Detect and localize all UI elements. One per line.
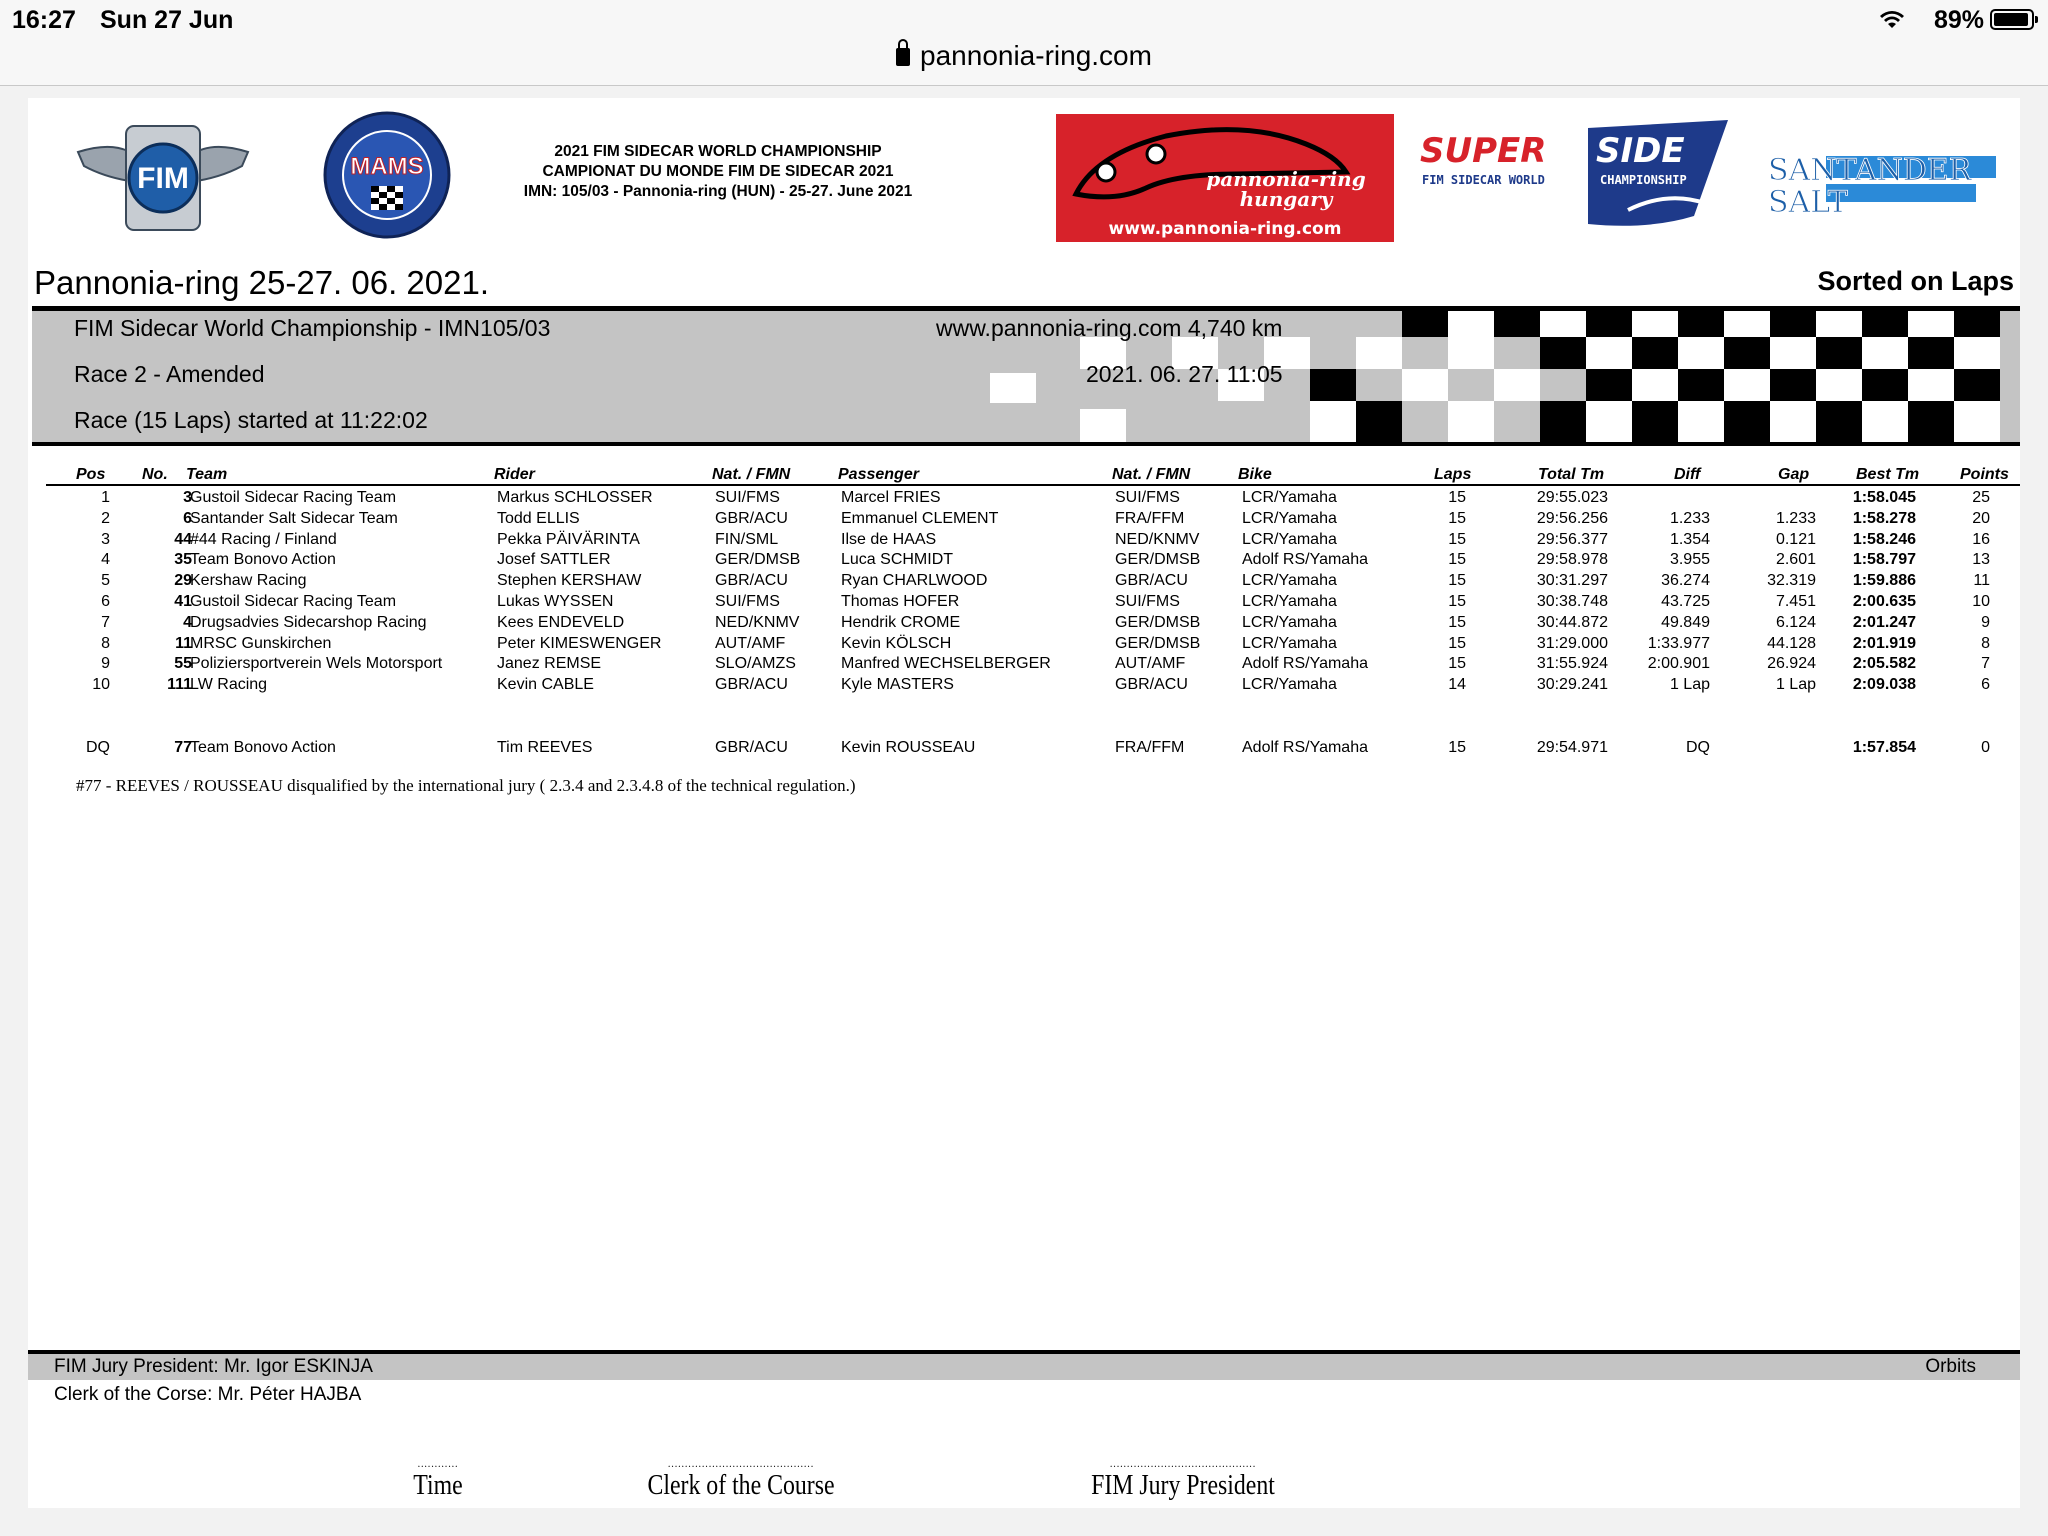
col-no: No.	[142, 466, 168, 483]
table-row-dq	[46, 739, 2020, 760]
cell-diff: 49.849	[1661, 613, 1710, 631]
cell-bike: Adolf RS/Yamaha	[1242, 551, 1368, 569]
cell-nat1: FIN/SML	[715, 530, 779, 548]
signature-jury-label: FIM Jury President	[1091, 1470, 1275, 1501]
cell-team: Gustoil Sidecar Racing Team	[190, 489, 397, 506]
cell-passenger: Emmanuel CLEMENT	[841, 509, 999, 527]
col-passenger: Passenger	[838, 466, 919, 483]
cell-nat1: SUI/FMS	[715, 593, 780, 610]
cell-team: Team Bonovo Action	[190, 739, 336, 756]
cell-total: 30:44.872	[1536, 613, 1608, 631]
cell-no: 41	[174, 593, 192, 610]
browser-status-bar	[0, 0, 2048, 86]
race-datetime: 2021. 06. 27. 11:05	[1086, 361, 1283, 387]
clerk-of-course: Clerk of the Corse: Mr. Péter HAJBA	[54, 1384, 362, 1405]
superside-sub2: CHAMPIONSHIP	[1600, 173, 1687, 187]
cell-nat2: GBR/ACU	[1115, 676, 1188, 694]
sort-label: Sorted on Laps	[1817, 266, 2014, 296]
cell-best: 1:57.854	[1852, 739, 1916, 756]
cell-rider: Kevin CABLE	[497, 676, 594, 694]
cell-passenger: Hendrik CROME	[841, 613, 961, 631]
cell-nat2: GER/DMSB	[1115, 634, 1201, 652]
col-best: Best Tm	[1856, 466, 1920, 483]
table-row	[46, 489, 2020, 510]
cell-points: 8	[1981, 634, 1990, 652]
table-row	[46, 531, 2020, 552]
cell-best: 1:59.886	[1852, 572, 1916, 590]
cell-best: 1:58.278	[1852, 509, 1916, 527]
pannonia-ring-logo	[1056, 114, 1394, 242]
cell-nat2: FRA/FFM	[1115, 739, 1185, 756]
championship-header	[508, 142, 928, 202]
cell-best: 2:01.919	[1852, 634, 1916, 652]
cell-gap: 26.924	[1767, 655, 1816, 673]
header-line-3: IMN: 105/03 - Pannonia-ring (HUN) - 25-27. June 2021	[523, 183, 913, 200]
cell-nat1: NED/KNMV	[715, 613, 800, 631]
header-divider	[46, 484, 2020, 486]
cell-nat1: AUT/AMF	[715, 634, 786, 652]
wifi-icon	[1878, 9, 1906, 29]
santander-salt-logo	[1766, 146, 1996, 220]
cell-passenger: Manfred WECHSELBERGER	[841, 655, 1051, 673]
cell-pos: 6	[101, 593, 110, 610]
cell-rider: Lukas WYSSEN	[497, 593, 614, 610]
signature-time	[387, 1456, 489, 1502]
cell-points: 16	[1972, 530, 1990, 548]
cell-laps: 15	[1448, 530, 1466, 548]
cell-passenger: Ilse de HAAS	[841, 530, 937, 548]
cell-no: 44	[174, 530, 192, 548]
col-bike: Bike	[1238, 466, 1272, 483]
cell-pos: 2	[101, 509, 110, 527]
cell-bike: LCR/Yamaha	[1242, 530, 1337, 548]
signature-time-label: Time	[413, 1470, 463, 1501]
cell-total: 29:54.971	[1536, 739, 1608, 756]
pannonia-logo-text-2: hungary	[1239, 187, 1333, 211]
dq-note: #77 - REEVES / ROUSSEAU disqualified by the international jury ( 2.3.4 and 2.3.4.8 of the technical regulation.)	[76, 776, 856, 795]
cell-pos: 5	[101, 572, 110, 590]
timing-provider: Orbits	[1925, 1356, 1976, 1377]
table-row	[46, 635, 2020, 656]
cell-nat2: SUI/FMS	[1115, 593, 1180, 610]
table-row	[46, 572, 2020, 593]
cell-no: 35	[174, 551, 192, 569]
cell-rider: Markus SCHLOSSER	[497, 489, 653, 506]
cell-team: Team Bonovo Action	[190, 551, 336, 569]
cell-laps: 14	[1448, 676, 1466, 694]
col-nat2: Nat. / FMN	[1112, 466, 1191, 483]
cell-no: 77	[174, 739, 192, 756]
cell-total: 29:58.978	[1536, 551, 1608, 569]
cell-bike: LCR/Yamaha	[1242, 613, 1337, 631]
championship-name: FIM Sidecar World Championship - IMN105/03	[74, 315, 551, 341]
cell-team: Poliziersportverein Wels Motorsport	[190, 655, 443, 673]
col-pos: Pos	[76, 466, 106, 483]
table-row	[46, 593, 2020, 614]
cell-gap: 0.121	[1775, 530, 1816, 548]
cell-total: 31:55.924	[1536, 655, 1608, 673]
cell-gap: 32.319	[1767, 572, 1816, 590]
signature-clerk	[618, 1456, 865, 1502]
cell-total: 29:56.377	[1536, 530, 1608, 548]
cell-points: 10	[1972, 593, 1990, 610]
cell-laps: 15	[1448, 489, 1466, 506]
cell-nat2: GBR/ACU	[1115, 572, 1188, 590]
superside-word2: SIDE	[1596, 131, 1685, 171]
cell-nat2: GER/DMSB	[1115, 551, 1201, 569]
col-points: Points	[1960, 466, 2009, 483]
cell-pos: DQ	[86, 739, 110, 756]
col-diff: Diff	[1674, 466, 1701, 483]
cell-total: 31:29.000	[1536, 634, 1608, 652]
race-start: Race (15 Laps) started at 11:22:02	[74, 407, 428, 433]
cell-nat2: SUI/FMS	[1115, 489, 1180, 506]
table-row	[46, 676, 2020, 697]
cell-gap: 6.124	[1775, 613, 1816, 631]
cell-team: MRSC Gunskirchen	[190, 634, 332, 652]
signature-clerk-label: Clerk of the Course	[647, 1470, 835, 1501]
cell-nat1: GBR/ACU	[715, 509, 788, 527]
cell-laps: 15	[1448, 655, 1466, 673]
cell-total: 29:56.256	[1536, 509, 1608, 527]
lock-icon	[896, 48, 910, 66]
cell-gap: 7.451	[1775, 593, 1816, 610]
page-title: Pannonia-ring 25-27. 06. 2021.	[34, 264, 490, 301]
cell-no: 55	[174, 655, 192, 673]
cell-rider: Pekka PÄIVÄRINTA	[497, 530, 640, 548]
cell-team: #44 Racing / Finland	[190, 530, 337, 548]
cell-passenger: Marcel FRIES	[841, 489, 941, 506]
signature-line: ...........................................	[1109, 1456, 1257, 1470]
table-row	[46, 614, 2020, 635]
cell-diff: DQ	[1686, 739, 1710, 756]
circuit-info: www.pannonia-ring.com 4,740 km	[936, 315, 1283, 341]
mams-logo	[311, 110, 463, 240]
cell-nat2: AUT/AMF	[1115, 655, 1186, 673]
cell-pos: 10	[92, 676, 110, 694]
cell-bike: LCR/Yamaha	[1242, 676, 1337, 694]
cell-laps: 15	[1448, 572, 1466, 590]
col-team: Team	[186, 466, 228, 483]
cell-passenger: Luca SCHMIDT	[841, 551, 954, 569]
header-line-1: 2021 FIM SIDECAR WORLD CHAMPIONSHIP	[554, 143, 882, 160]
cell-rider: Kees ENDEVELD	[497, 613, 625, 631]
santander-word2: SALT	[1768, 185, 1848, 220]
mams-logo-text: MAMS	[350, 153, 424, 180]
cell-pos: 8	[101, 634, 110, 652]
cell-diff: 3.955	[1669, 551, 1710, 569]
cell-pos: 7	[101, 613, 110, 631]
cell-rider: Tim REEVES	[497, 739, 593, 756]
cell-best: 2:05.582	[1852, 655, 1916, 673]
cell-bike: LCR/Yamaha	[1242, 593, 1337, 610]
race-name: Race 2 - Amended	[74, 361, 265, 387]
battery-percent: 89%	[1933, 6, 1984, 34]
results-document	[28, 98, 2020, 1508]
cell-gap: 2.601	[1775, 551, 1816, 569]
pannonia-logo-text-1: pannonia-ring	[1206, 167, 1366, 191]
cell-rider: Janez REMSE	[497, 655, 602, 673]
cell-total: 30:31.297	[1536, 572, 1608, 590]
col-gap: Gap	[1778, 466, 1810, 483]
cell-diff: 1 Lap	[1669, 676, 1710, 694]
cell-bike: LCR/Yamaha	[1242, 634, 1337, 652]
cell-laps: 15	[1448, 593, 1466, 610]
header-line-2: CAMPIONAT DU MONDE FIM DE SIDECAR 2021	[542, 163, 894, 180]
cell-points: 7	[1981, 655, 1990, 673]
cell-diff: 2:00.901	[1647, 655, 1710, 673]
cell-points: 25	[1972, 489, 1990, 506]
cell-passenger: Ryan CHARLWOOD	[841, 572, 988, 590]
cell-rider: Peter KIMESWENGER	[497, 634, 662, 652]
cell-gap: 1.233	[1775, 509, 1816, 527]
cell-bike: Adolf RS/Yamaha	[1242, 655, 1368, 673]
cell-total: 30:38.748	[1536, 593, 1608, 610]
cell-total: 30:29.241	[1536, 676, 1608, 694]
col-rider: Rider	[494, 466, 535, 483]
cell-nat2: GER/DMSB	[1115, 613, 1201, 631]
race-info-band	[32, 306, 2020, 446]
cell-bike: LCR/Yamaha	[1242, 572, 1337, 590]
cell-diff: 1.233	[1669, 509, 1710, 527]
cell-nat2: NED/KNMV	[1115, 530, 1200, 548]
cell-passenger: Kyle MASTERS	[841, 676, 954, 694]
cell-points: 0	[1981, 739, 1990, 756]
cell-team: LW Racing	[190, 676, 268, 694]
cell-passenger: Kevin ROUSSEAU	[841, 739, 976, 756]
cell-nat1: SLO/AMZS	[715, 655, 796, 673]
cell-bike: LCR/Yamaha	[1242, 489, 1337, 506]
cell-nat1: GBR/ACU	[715, 739, 788, 756]
superside-logo	[1418, 120, 1738, 232]
url-text: pannonia-ring.com	[920, 40, 1152, 71]
cell-no: 111	[167, 676, 192, 694]
cell-best: 1:58.246	[1852, 530, 1916, 548]
cell-nat1: GBR/ACU	[715, 572, 788, 590]
cell-best: 2:00.635	[1852, 593, 1916, 610]
status-time: 16:27	[12, 6, 76, 34]
cell-pos: 1	[101, 489, 110, 506]
cell-no: 29	[174, 572, 192, 590]
superside-word1: SUPER	[1420, 131, 1547, 171]
fim-logo	[76, 122, 250, 234]
cell-laps: 15	[1448, 509, 1466, 527]
cell-laps: 15	[1448, 739, 1466, 756]
cell-bike: Adolf RS/Yamaha	[1242, 739, 1368, 756]
cell-nat1: SUI/FMS	[715, 489, 780, 506]
superside-sub1: FIM SIDECAR WORLD	[1422, 173, 1545, 187]
cell-diff: 1.354	[1669, 530, 1710, 548]
signature-line: ...........................................	[667, 1456, 815, 1470]
table-row	[46, 655, 2020, 676]
cell-bike: LCR/Yamaha	[1242, 509, 1337, 527]
cell-pos: 9	[101, 655, 110, 673]
cell-pos: 4	[101, 551, 110, 569]
cell-diff: 43.725	[1661, 593, 1710, 610]
cell-team: Santander Salt Sidecar Team	[190, 509, 398, 527]
cell-total: 29:55.023	[1536, 489, 1608, 506]
cell-points: 6	[1981, 676, 1990, 694]
col-nat1: Nat. / FMN	[712, 466, 791, 483]
signature-line: ............	[417, 1456, 459, 1470]
cell-no: 6	[183, 509, 192, 527]
cell-points: 20	[1972, 509, 1990, 527]
cell-no: 11	[175, 634, 192, 652]
cell-best: 2:09.038	[1852, 676, 1916, 694]
cell-nat1: GBR/ACU	[715, 676, 788, 694]
status-date: Sun 27 Jun	[100, 6, 234, 34]
table-row	[46, 551, 2020, 572]
cell-best: 1:58.797	[1852, 551, 1916, 569]
cell-team: Kershaw Racing	[190, 572, 307, 590]
cell-rider: Josef SATTLER	[497, 551, 611, 569]
cell-diff: 1:33.977	[1647, 634, 1710, 652]
cell-pos: 3	[101, 530, 110, 548]
table-row	[46, 510, 2020, 531]
cell-passenger: Kevin KÖLSCH	[841, 634, 952, 652]
pannonia-logo-url: www.pannonia-ring.com	[1108, 219, 1342, 239]
cell-points: 13	[1972, 551, 1990, 569]
cell-laps: 15	[1448, 634, 1466, 652]
cell-team: Gustoil Sidecar Racing Team	[190, 593, 397, 610]
cell-diff: 36.274	[1661, 572, 1710, 590]
cell-laps: 15	[1448, 613, 1466, 631]
cell-nat1: GER/DMSB	[715, 551, 801, 569]
cell-best: 1:58.045	[1852, 489, 1916, 506]
cell-points: 9	[1981, 613, 1990, 631]
cell-rider: Todd ELLIS	[497, 509, 580, 527]
cell-laps: 15	[1448, 551, 1466, 569]
cell-team: Drugsadvies Sidecarshop Racing	[190, 613, 427, 631]
jury-president: FIM Jury President: Mr. Igor ESKINJA	[54, 1356, 373, 1377]
cell-no: 4	[183, 613, 192, 631]
battery-icon	[1990, 9, 2034, 30]
cell-gap: 1 Lap	[1775, 676, 1816, 694]
cell-rider: Stephen KERSHAW	[497, 572, 642, 590]
cell-gap: 44.128	[1767, 634, 1816, 652]
fim-logo-text: FIM	[137, 162, 189, 195]
santander-word1: SANTANDER	[1768, 153, 1972, 188]
signature-jury	[1060, 1456, 1307, 1502]
col-total: Total Tm	[1538, 466, 1605, 483]
cell-no: 3	[183, 489, 192, 506]
cell-nat2: FRA/FFM	[1115, 509, 1185, 527]
cell-passenger: Thomas HOFER	[841, 593, 960, 610]
cell-best: 2:01.247	[1852, 613, 1916, 631]
address-bar[interactable]	[0, 40, 2048, 72]
cell-points: 11	[1973, 572, 1990, 590]
col-laps: Laps	[1434, 466, 1472, 483]
